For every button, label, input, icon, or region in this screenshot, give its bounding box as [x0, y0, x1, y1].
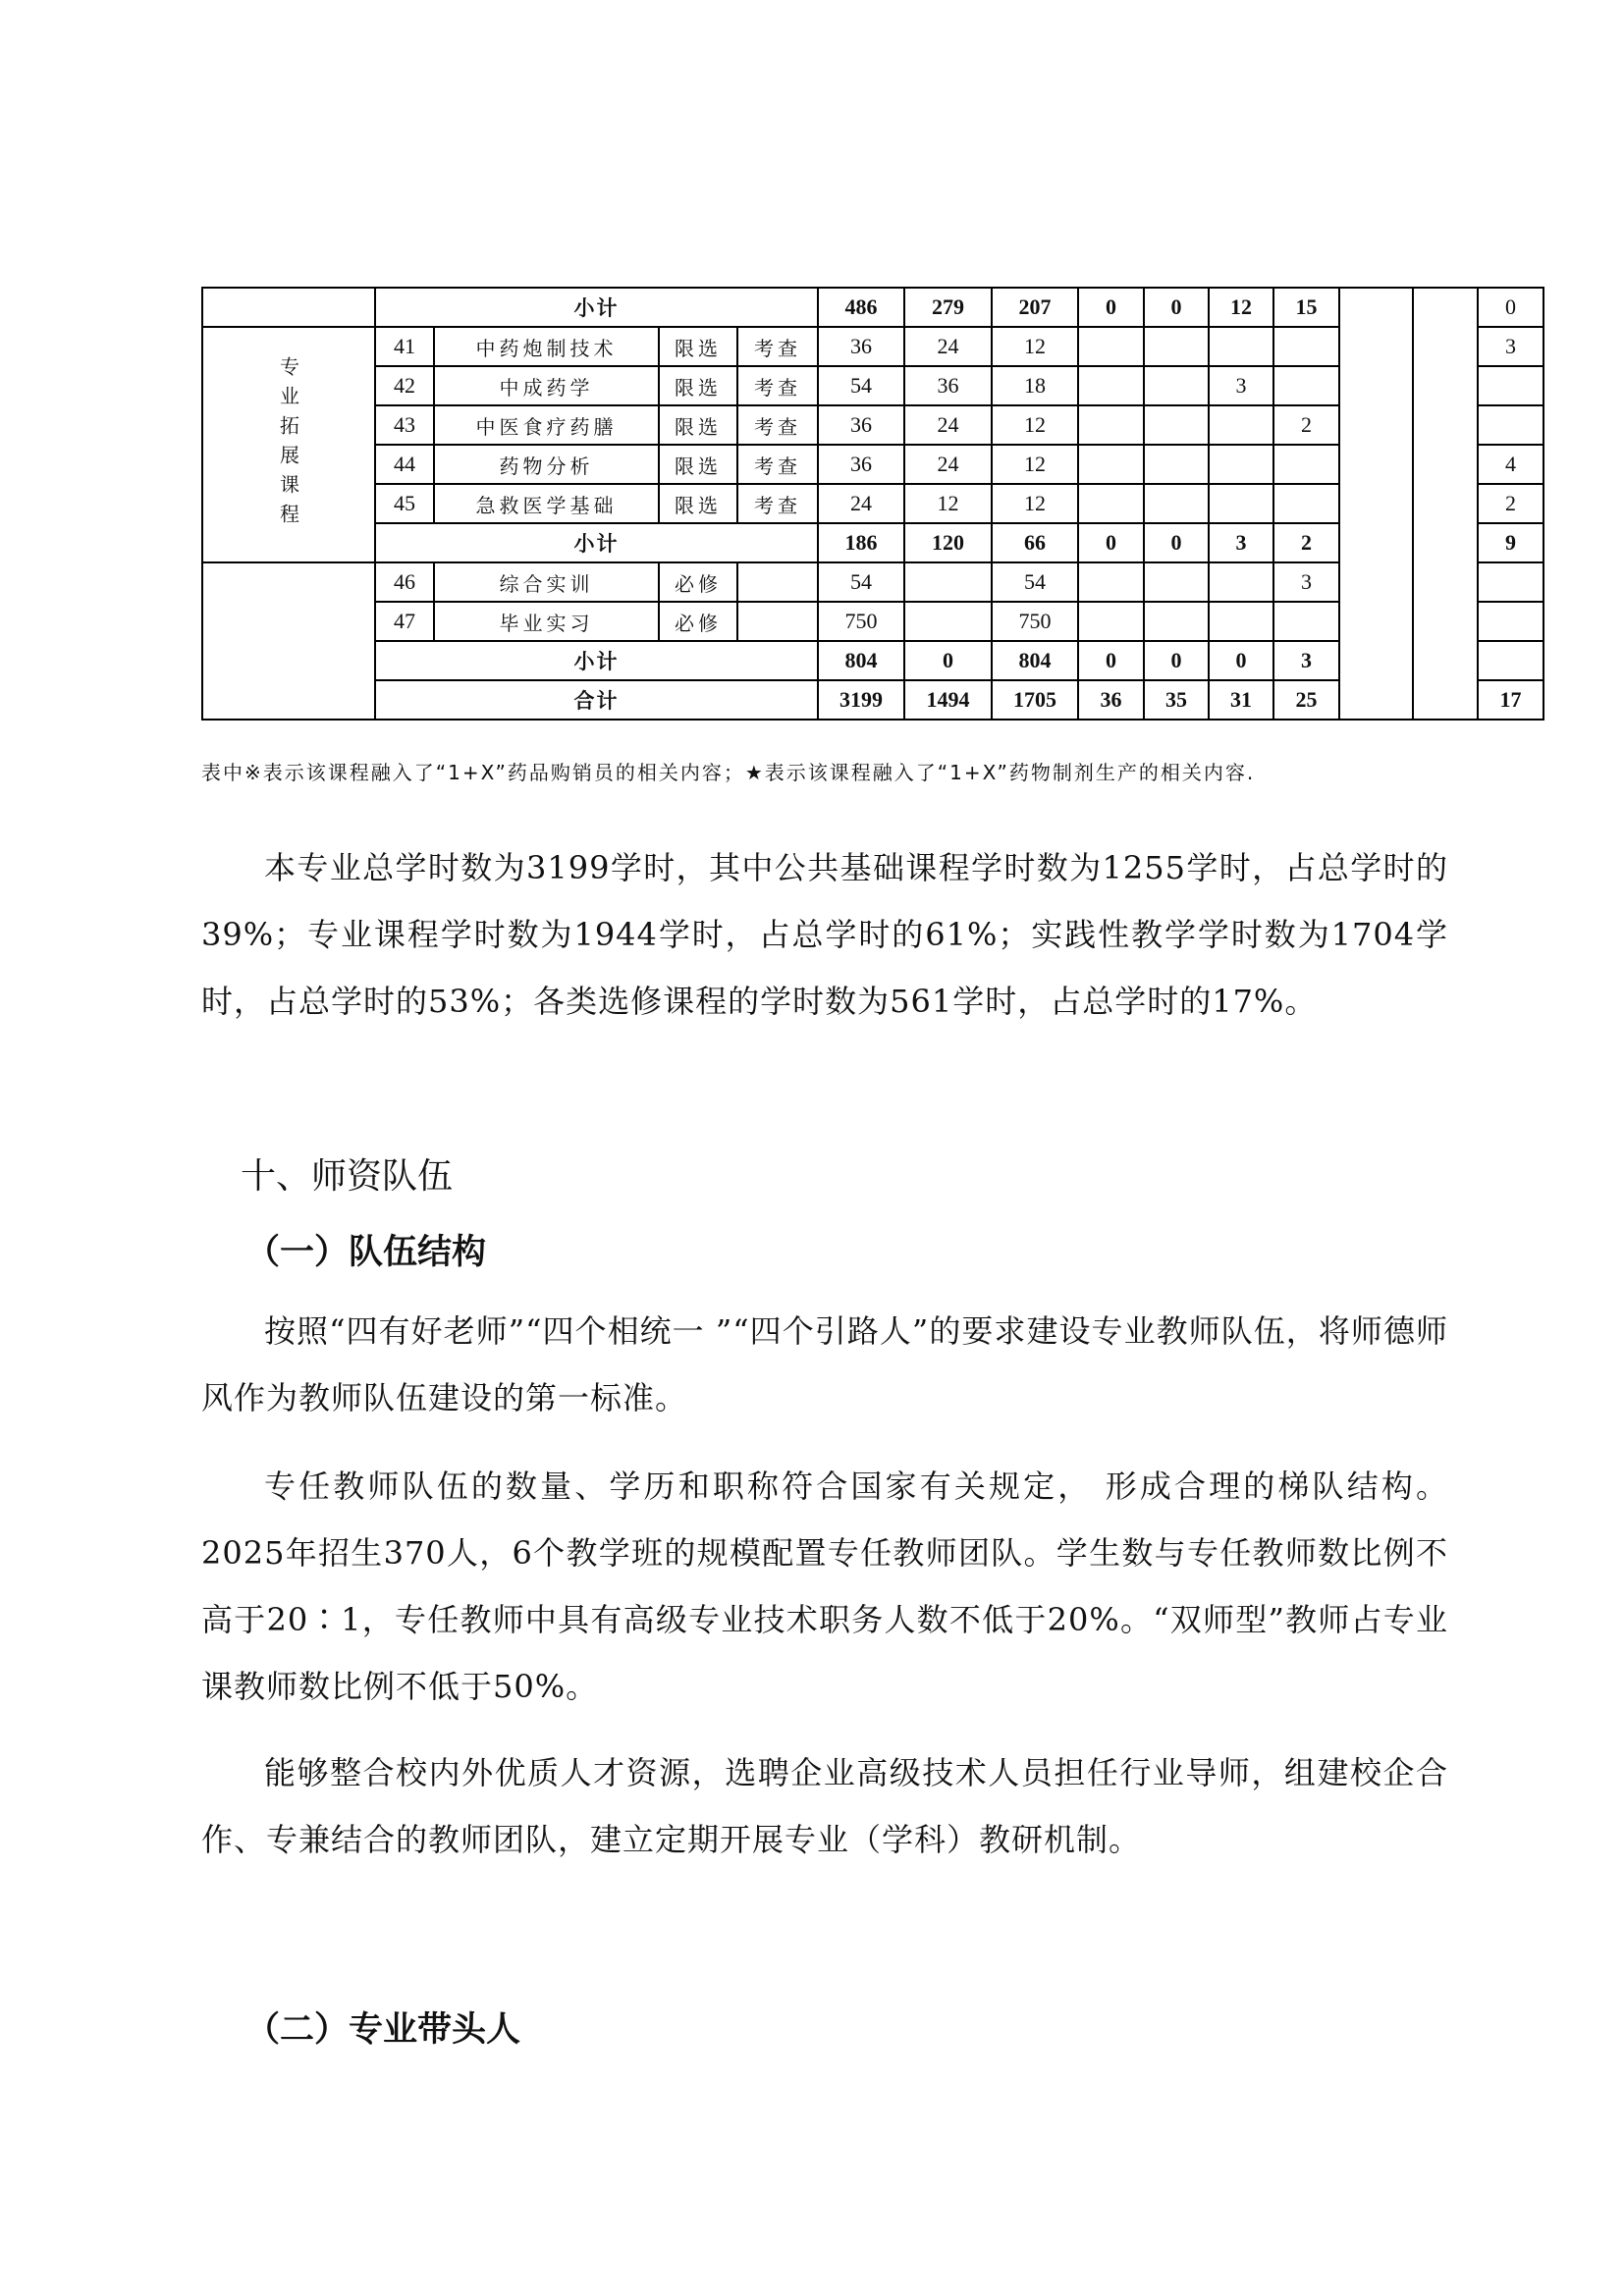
- value-cell: 207: [992, 288, 1078, 327]
- course-type: 限选: [659, 366, 737, 405]
- course-number: 44: [375, 445, 434, 484]
- value-cell: 279: [904, 288, 992, 327]
- value-cell: [1209, 327, 1273, 366]
- value-cell: 0: [1209, 641, 1273, 680]
- exam-type: 考查: [737, 327, 818, 366]
- value-cell: [1478, 602, 1543, 641]
- value-cell: 3: [1478, 327, 1543, 366]
- course-name: 毕业实习: [434, 602, 659, 641]
- value-cell: [1144, 484, 1209, 523]
- value-cell: 0: [904, 641, 992, 680]
- value-cell: 0: [1478, 288, 1543, 327]
- value-cell: 12: [992, 484, 1078, 523]
- value-cell: 0: [1144, 641, 1209, 680]
- paragraph-hours-summary: 本专业总学时数为3199学时，其中公共基础课程学时数为1255学时，占总学时的39%；专业课程学时数为1944学时，占总学时的61%；实践性教学学时数为1704学时，占总学时的53%；各类选修课程的学时数为561学时，占总学时的17%。: [201, 849, 1448, 1020]
- category-cell-empty: [202, 562, 375, 720]
- course-name: 药物分析: [434, 445, 659, 484]
- value-cell: [1273, 484, 1339, 523]
- course-number: 47: [375, 602, 434, 641]
- paragraph-teacher-standards: 按照“四有好老师”“四个相统一 ”“四个引路人”的要求建设专业教师队伍，将师德师 风作为教师队伍建设的第一标准。: [201, 1312, 1448, 1416]
- course-number: 43: [375, 405, 434, 445]
- category-cell-empty: [202, 288, 375, 327]
- value-cell: 3: [1273, 562, 1339, 602]
- category-cell: [202, 327, 375, 562]
- value-cell: [1078, 445, 1144, 484]
- value-cell: 66: [992, 523, 1078, 562]
- course-type: 限选: [659, 484, 737, 523]
- value-cell: [1144, 445, 1209, 484]
- value-cell: [1144, 602, 1209, 641]
- value-cell: 17: [1478, 680, 1543, 720]
- value-cell: [1478, 641, 1543, 680]
- value-cell: [1209, 484, 1273, 523]
- value-cell: 54: [818, 366, 904, 405]
- value-cell: 1705: [992, 680, 1078, 720]
- total-label: 合计: [375, 680, 818, 720]
- table-footnote: 表中※表示该课程融入了“1+X”药品购销员的相关内容；★表示该课程融入了“1+X”药物制剂生产的相关内容.: [201, 761, 1256, 784]
- value-cell: [904, 562, 992, 602]
- value-cell: 804: [992, 641, 1078, 680]
- value-cell: 804: [818, 641, 904, 680]
- value-cell: [1078, 405, 1144, 445]
- subtotal-label: 小计: [375, 641, 818, 680]
- value-cell: 12: [992, 327, 1078, 366]
- value-cell: 0: [1078, 288, 1144, 327]
- value-cell: [1273, 602, 1339, 641]
- exam-type: [737, 602, 818, 641]
- value-cell: 3199: [818, 680, 904, 720]
- paragraph-teacher-structure: 专任教师队伍的数量、学历和职称符合国家有关规定， 形成合理的梯队结构。2025年招生370人，6个教学班的规模配置专任教师团队。学生数与专任教师数比例不高于20∶1，专任教师中具有高级专业技术职务人数不低于20%。“双师型”教师占专业课教师数比例不低于50%。: [201, 1468, 1448, 1705]
- value-cell: [1078, 602, 1144, 641]
- course-type: 限选: [659, 405, 737, 445]
- value-cell: 18: [992, 366, 1078, 405]
- value-cell: [1144, 327, 1209, 366]
- blank-column: [1413, 288, 1478, 720]
- value-cell: [1209, 405, 1273, 445]
- value-cell: 3: [1209, 523, 1273, 562]
- value-cell: 0: [1078, 641, 1144, 680]
- table-row: [202, 288, 1543, 327]
- value-cell: [1144, 562, 1209, 602]
- paragraph-talent-resources: 能够整合校内外优质人才资源，选聘企业高级技术人员担任行业导师，组建校企合作、专兼结合的教师团队，建立定期开展专业（学科）教研机制。: [201, 1754, 1448, 1858]
- value-cell: 54: [818, 562, 904, 602]
- value-cell: [1478, 366, 1543, 405]
- section-heading: 十、师资队伍: [241, 1156, 454, 1197]
- value-cell: 2: [1273, 405, 1339, 445]
- course-type: 限选: [659, 445, 737, 484]
- exam-type: 考查: [737, 405, 818, 445]
- course-name: 综合实训: [434, 562, 659, 602]
- value-cell: 0: [1144, 288, 1209, 327]
- value-cell: 1494: [904, 680, 992, 720]
- value-cell: 120: [904, 523, 992, 562]
- value-cell: 31: [1209, 680, 1273, 720]
- value-cell: [1478, 562, 1543, 602]
- course-number: 45: [375, 484, 434, 523]
- value-cell: 9: [1478, 523, 1543, 562]
- subheading-team-structure: （一）队伍结构: [245, 1233, 487, 1272]
- value-cell: [1144, 366, 1209, 405]
- value-cell: 15: [1273, 288, 1339, 327]
- value-cell: 36: [818, 327, 904, 366]
- value-cell: 36: [904, 366, 992, 405]
- value-cell: 4: [1478, 445, 1543, 484]
- value-cell: 36: [818, 405, 904, 445]
- value-cell: 186: [818, 523, 904, 562]
- value-cell: [1478, 405, 1543, 445]
- value-cell: 25: [1273, 680, 1339, 720]
- value-cell: 2: [1273, 523, 1339, 562]
- value-cell: [1273, 445, 1339, 484]
- course-number: 41: [375, 327, 434, 366]
- value-cell: [1273, 327, 1339, 366]
- exam-type: 考查: [737, 366, 818, 405]
- course-name: 中医食疗药膳: [434, 405, 659, 445]
- value-cell: 0: [1144, 523, 1209, 562]
- course-name: 中成药学: [434, 366, 659, 405]
- value-cell: 36: [818, 445, 904, 484]
- course-type: 必修: [659, 602, 737, 641]
- course-name: 急救医学基础: [434, 484, 659, 523]
- value-cell: 36: [1078, 680, 1144, 720]
- value-cell: 0: [1078, 523, 1144, 562]
- value-cell: 24: [904, 405, 992, 445]
- course-type: 必修: [659, 562, 737, 602]
- value-cell: 486: [818, 288, 904, 327]
- value-cell: [1144, 405, 1209, 445]
- value-cell: 54: [992, 562, 1078, 602]
- value-cell: [1078, 562, 1144, 602]
- value-cell: 2: [1478, 484, 1543, 523]
- value-cell: [1078, 327, 1144, 366]
- exam-type: [737, 562, 818, 602]
- value-cell: 24: [904, 445, 992, 484]
- value-cell: 3: [1273, 641, 1339, 680]
- subtotal-label: 小计: [375, 523, 818, 562]
- value-cell: 12: [1209, 288, 1273, 327]
- subtotal-label: 小计: [375, 288, 818, 327]
- value-cell: 24: [904, 327, 992, 366]
- value-cell: [1209, 445, 1273, 484]
- course-number: 42: [375, 366, 434, 405]
- value-cell: 12: [992, 445, 1078, 484]
- course-name: 中药炮制技术: [434, 327, 659, 366]
- value-cell: [904, 602, 992, 641]
- value-cell: 750: [818, 602, 904, 641]
- blank-column: [1339, 288, 1413, 720]
- exam-type: 考查: [737, 445, 818, 484]
- value-cell: 3: [1209, 366, 1273, 405]
- category-label: 专业拓展课程: [276, 356, 300, 533]
- value-cell: 12: [992, 405, 1078, 445]
- value-cell: [1209, 562, 1273, 602]
- value-cell: [1078, 366, 1144, 405]
- course-hours-table: [201, 287, 1544, 721]
- value-cell: [1209, 602, 1273, 641]
- exam-type: 考查: [737, 484, 818, 523]
- course-type: 限选: [659, 327, 737, 366]
- value-cell: 24: [818, 484, 904, 523]
- value-cell: 750: [992, 602, 1078, 641]
- subheading-program-leader: （二）专业带头人: [245, 2010, 521, 2050]
- value-cell: [1273, 366, 1339, 405]
- course-number: 46: [375, 562, 434, 602]
- value-cell: 35: [1144, 680, 1209, 720]
- value-cell: 12: [904, 484, 992, 523]
- value-cell: [1078, 484, 1144, 523]
